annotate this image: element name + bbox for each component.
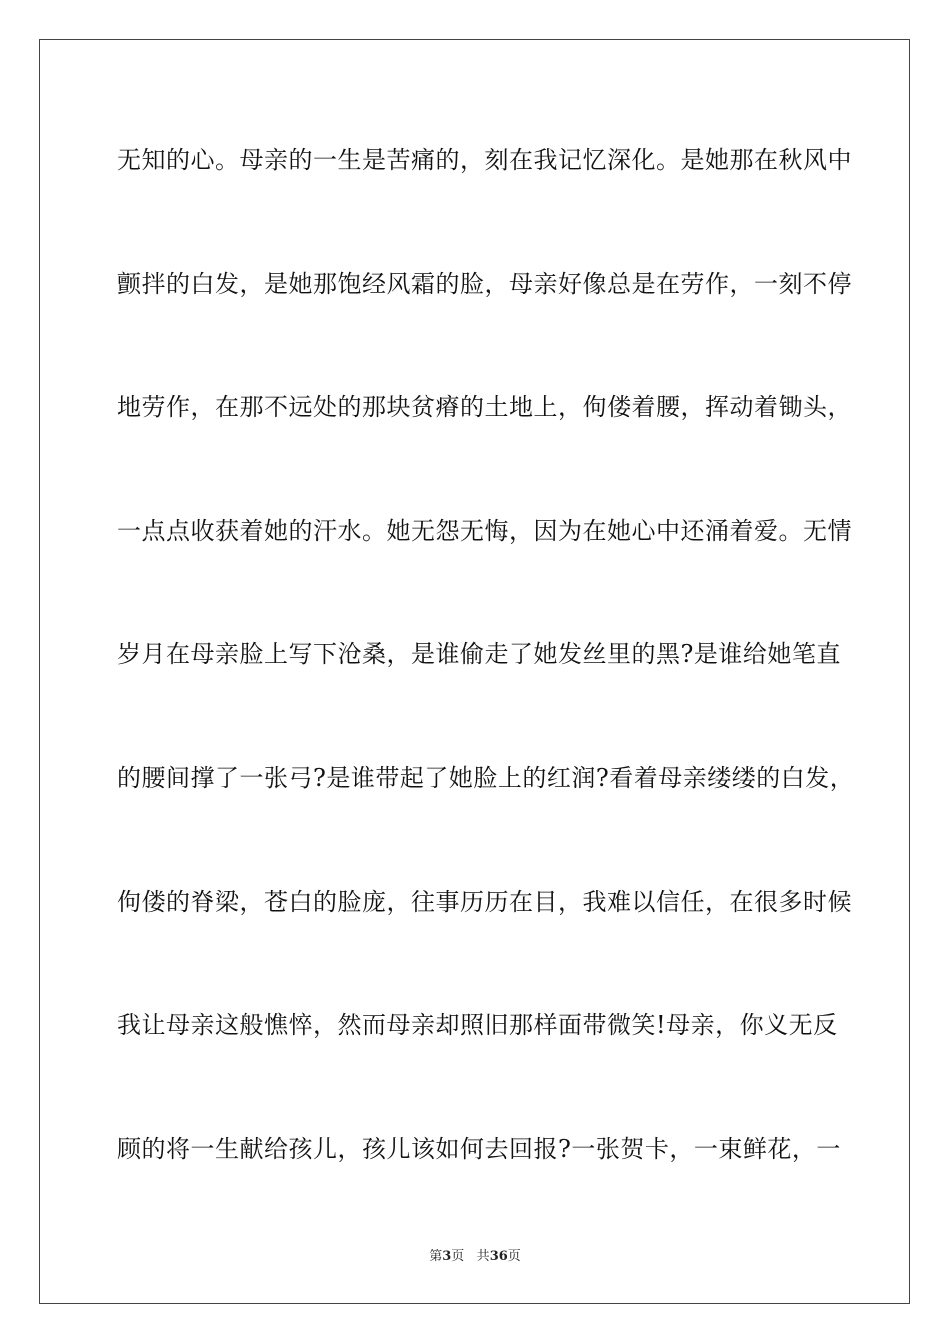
text-line: 颤拌的白发，是她那饱经风霜的脸，母亲好像总是在劳作，一刻不停 <box>117 269 852 298</box>
text-line: 地劳作，在那不远处的那块贫瘠的土地上，佝偻着腰，挥动着锄头， <box>117 393 852 422</box>
text-line: 无知的心。母亲的一生是苦痛的，刻在我记忆深化。是她那在秋风中 <box>117 146 852 174</box>
total-prefix: 共 <box>476 1249 490 1264</box>
total-suffix: 页 <box>507 1249 521 1264</box>
page-suffix: 页 <box>451 1249 465 1264</box>
text-line: 顾的将一生献给孩儿，孩儿该如何去回报?一张贺卡，一束鲜花，一 <box>117 1134 841 1163</box>
page-number: 3 <box>442 1249 452 1264</box>
text-line: 佝偻的脊梁，苍白的脸庞，往事历历在目，我难以信任，在很多时候 <box>117 887 852 916</box>
document-body <box>117 130 855 1242</box>
page-prefix: 第 <box>429 1249 443 1264</box>
text-line: 岁月在母亲脸上写下沧桑，是谁偷走了她发丝里的黑?是谁给她笔直 <box>117 640 841 669</box>
page-footer <box>0 1247 950 1267</box>
text-line: 一点点收获着她的汗水。她无怨无悔，因为在她心中还涌着爱。无情 <box>117 516 852 545</box>
text-line: 我让母亲这般憔悴，然而母亲却照旧那样面带微笑!母亲，你义无反 <box>117 1011 838 1040</box>
text-line: 的腰间撑了一张弓?是谁带起了她脸上的红润?看着母亲缕缕的白发， <box>117 763 855 792</box>
total-pages: 36 <box>489 1249 508 1264</box>
